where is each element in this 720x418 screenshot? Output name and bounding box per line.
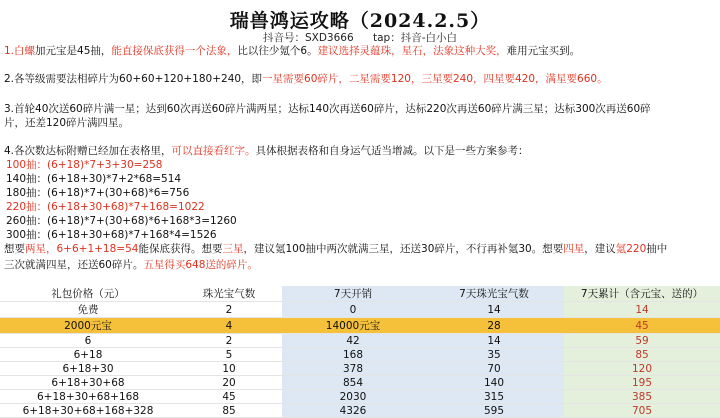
p1-s3: 能直接保底获得一个法象， xyxy=(111,45,238,57)
cell-count: 4 xyxy=(176,318,282,334)
plan-item: 260抽：(6+18)*7+(30+68)*6+168*3=1260 xyxy=(6,215,237,227)
paragraph-2 xyxy=(4,72,608,86)
p4-s2: 可以直接看红字。 xyxy=(171,145,256,157)
p5-l2a: 三次就满四星，还送60碎片。 xyxy=(4,259,144,271)
table-row xyxy=(0,404,720,418)
plan-item: 140抽：(6+18+30)*7+2*68=514 xyxy=(6,173,182,185)
plan-item: 100抽：(6+18)*7+3+30=258 xyxy=(6,159,163,171)
cell-7day-count: 28 xyxy=(424,318,564,334)
cell-7day-cost: 2030 xyxy=(282,390,424,404)
cell-7day-count: 14 xyxy=(424,334,564,348)
p4-s1: 4.各次数达标附赠已经加在表格里， xyxy=(4,145,172,157)
header-count: 珠光宝气数 xyxy=(176,286,282,302)
cell-7day-cost: 378 xyxy=(282,362,424,376)
cell-7day-total: 705 xyxy=(564,404,720,418)
cell-count: 45 xyxy=(176,390,282,404)
p1-s4: 比以往少氪个6。 xyxy=(237,45,318,57)
p5-l1c: 能保底获得。想要 xyxy=(138,243,223,255)
plan-item: 180抽：(6+18)*7+(30+68)*6=756 xyxy=(6,187,190,199)
paragraph-3-line-2: 片，还差120碎片满四星。 xyxy=(4,117,130,129)
cell-price: 6+18 xyxy=(0,348,176,362)
table-row xyxy=(0,376,720,390)
cell-7day-count: 315 xyxy=(424,390,564,404)
header-7day-count: 7天珠光宝气数 xyxy=(424,286,564,302)
cell-7day-total: 59 xyxy=(564,334,720,348)
p5-l1e: ，建议氪100抽中两次就满三星，还送30碎片，不行再补氪30。想要 xyxy=(243,243,564,255)
cell-price: 6 xyxy=(0,334,176,348)
cell-count: 85 xyxy=(176,404,282,418)
p1-s5: 建议选择灵蕴珠，星石，法象这种大奖， xyxy=(317,45,507,57)
cell-count: 2 xyxy=(176,334,282,348)
p5-l1g: ，建议 xyxy=(584,243,616,255)
cell-7day-total: 45 xyxy=(564,318,720,334)
p1-s2: 加元宝是45抽， xyxy=(35,45,112,57)
table-row xyxy=(0,334,720,348)
cell-7day-total: 120 xyxy=(564,362,720,376)
account-id: 抖音号：SXD3666 xyxy=(262,32,354,44)
cell-price: 免费 xyxy=(0,302,176,318)
p5-l1a: 想要 xyxy=(4,243,25,255)
header-7day-total: 7天累计（含元宝、送的） xyxy=(564,286,720,302)
cell-count: 2 xyxy=(176,302,282,318)
header-price: 礼包价格（元） xyxy=(0,286,176,302)
p2-s1: 2.各等级需要法相碎片为60+60+120+180+240，即 xyxy=(4,73,263,85)
cell-7day-count: 70 xyxy=(424,362,564,376)
subtitle xyxy=(0,30,720,45)
cell-7day-cost: 0 xyxy=(282,302,424,318)
cell-count: 10 xyxy=(176,362,282,376)
cell-7day-cost: 854 xyxy=(282,376,424,390)
paragraph-5-line-1 xyxy=(4,242,667,256)
cell-7day-total: 85 xyxy=(564,348,720,362)
cell-7day-cost: 4326 xyxy=(282,404,424,418)
paragraph-5-line-2 xyxy=(4,258,258,272)
p2-s2: 一星需要60碎片，二星需要120，三星要240，四星要420，满星要660。 xyxy=(262,73,608,85)
cell-price: 6+18+30+68 xyxy=(0,376,176,390)
cell-7day-cost: 42 xyxy=(282,334,424,348)
cell-7day-count: 35 xyxy=(424,348,564,362)
cell-7day-count: 14 xyxy=(424,302,564,318)
table-row xyxy=(0,318,720,334)
table-header-row xyxy=(0,286,720,302)
paragraph-3-line-1: 3.首轮40次送60碎片满一星；达到60次再送60碎片满两星；达标140次再送60碎片，达标220次再送60碎片满三星；达标300次再送60碎 xyxy=(4,103,651,115)
plan-item: 300抽：(6+18+30+68)*7+168*4=1526 xyxy=(6,229,217,241)
cell-count: 20 xyxy=(176,376,282,390)
p5-l1b: 两星，6+6+1+18=54 xyxy=(25,243,139,255)
cell-price: 6+18+30 xyxy=(0,362,176,376)
table-row xyxy=(0,348,720,362)
p5-l1h: 氪220 xyxy=(615,243,647,255)
cell-7day-count: 595 xyxy=(424,404,564,418)
p4-s3: 具体根据表格和自身运气适当增减。以下是一些方案参考： xyxy=(255,145,529,157)
p1-s6: 难用元宝买到。 xyxy=(506,45,581,57)
cell-7day-total: 14 xyxy=(564,302,720,318)
paragraph-4 xyxy=(4,144,529,158)
paragraph-1 xyxy=(4,44,580,58)
cell-7day-total: 195 xyxy=(564,376,720,390)
cell-7day-count: 140 xyxy=(424,376,564,390)
p5-l1d: 三星 xyxy=(222,243,244,255)
cell-price: 2000元宝 xyxy=(0,318,176,334)
cell-price: 6+18+30+68+168+328 xyxy=(0,404,176,418)
table-row xyxy=(0,362,720,376)
tap-id: tap：抖音-白小白 xyxy=(373,32,458,44)
cell-7day-total: 385 xyxy=(564,390,720,404)
cell-price: 6+18+30+68+168 xyxy=(0,390,176,404)
p5-l1f: 四星 xyxy=(563,243,585,255)
plan-item: 220抽：(6+18+30+68)*7+168=1022 xyxy=(6,201,205,213)
p1-s1: 1.白螺 xyxy=(4,45,36,57)
page-title: 瑞兽鸿运攻略（2024.2.5） xyxy=(229,10,491,32)
p5-l2b: 五星得买648送的碎片。 xyxy=(143,259,258,271)
table-row xyxy=(0,302,720,318)
header-7day-cost: 7天开销 xyxy=(282,286,424,302)
p5-l1i: 抽中 xyxy=(646,243,668,255)
cell-count: 5 xyxy=(176,348,282,362)
table-row xyxy=(0,390,720,404)
cell-7day-cost: 14000元宝 xyxy=(282,318,424,334)
cell-7day-cost: 168 xyxy=(282,348,424,362)
gift-pack-table xyxy=(0,286,720,418)
